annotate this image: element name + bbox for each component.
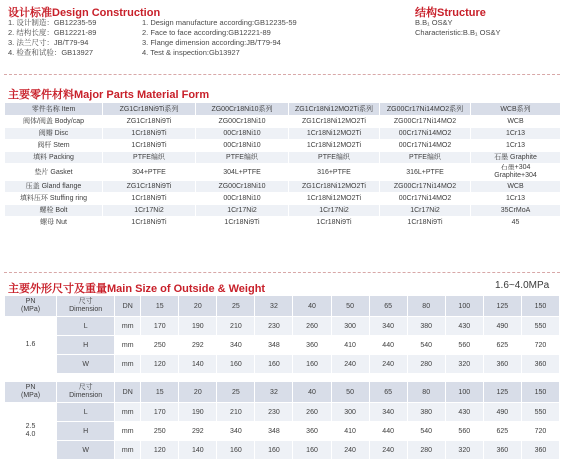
size-row [5,403,560,422]
pn-value: 2.5 4.0 [5,403,57,460]
size-value: 440 [369,422,407,441]
dn-value: 125 [483,382,521,403]
material-cell: 316L+PTFE [380,164,471,181]
pn-header: PN (MPa) [5,382,57,403]
design-standard-en [142,18,297,58]
unit-label: mm [115,317,141,336]
dn-value: 40 [293,296,331,317]
material-row [5,193,561,205]
materials-header-row [5,103,561,116]
material-item-cell: 阀杆 Stem [5,140,103,152]
material-cell: 45 [471,217,561,229]
material-cell: ZG1Cr18Ni12MO2Ti [289,116,380,128]
size-value: 540 [407,422,445,441]
size-value: 140 [179,441,217,460]
dimension-label: W [57,355,115,374]
dn-value: 100 [445,296,483,317]
dn-value: 100 [445,382,483,403]
size-header-row [5,296,560,317]
dn-value: 40 [293,382,331,403]
size-value: 360 [521,355,559,374]
size-value: 170 [141,317,179,336]
material-cell: WCB [471,181,561,193]
size-value: 540 [407,336,445,355]
unit-label: mm [115,355,141,374]
dimension-label: H [57,336,115,355]
material-cell: PTFE编织 [103,152,196,164]
material-cell: 1Cr18Ni9Ti [289,217,380,229]
design-standard-cn [8,18,96,58]
material-cell: 00Cr18Ni10 [196,128,289,140]
size-value: 560 [445,336,483,355]
material-cell: ZG00Cr17Ni14MO2 [380,116,471,128]
size-table-1 [4,295,560,374]
size-value: 360 [293,422,331,441]
material-cell: 1Cr18Ni9Ti [380,217,471,229]
en-line: 4. Test & inspection:Gb13927 [142,48,240,57]
size-value: 340 [369,403,407,422]
size-value: 120 [141,441,179,460]
en-line: 1. Design manufacture according:GB12235-59 [142,18,297,27]
size-value: 160 [255,441,293,460]
size-row [5,336,560,355]
size-value: 380 [407,403,445,422]
material-cell: ZG00Cr18Ni10 [196,181,289,193]
size-value: 210 [217,317,255,336]
header-cell: ZG00Cr18Ni10系列 [196,103,289,116]
material-cell: 316+PTFE [289,164,380,181]
dn-value: 80 [407,382,445,403]
size-value: 348 [255,422,293,441]
size-value: 260 [293,317,331,336]
material-cell: ZG00Cr18Ni10 [196,116,289,128]
material-cell: 1Cr17Ni2 [196,205,289,217]
size-row [5,355,560,374]
cn-line: 2. 结构长度：GB12221-89 [8,28,97,37]
material-cell: 1Cr13 [471,128,561,140]
size-value: 240 [369,441,407,460]
size-value: 340 [217,336,255,355]
header-cell: ZG00Cr17Ni14MO2系列 [380,103,471,116]
material-cell: 00Cr18Ni10 [196,193,289,205]
size-value: 625 [483,422,521,441]
size-value: 430 [445,317,483,336]
size-value: 210 [217,403,255,422]
size-value: 348 [255,336,293,355]
size-value: 160 [293,441,331,460]
material-cell: PTFE编织 [289,152,380,164]
material-item-cell: 阀瓣 Disc [5,128,103,140]
material-cell: ZG1Cr18Ni9Ti [103,116,196,128]
size-value: 140 [179,355,217,374]
material-row [5,181,561,193]
divider [4,74,560,75]
materials-table [4,102,561,229]
dn-header: DN [115,296,141,317]
structure-line: Characteristic:B.B₁ OS&Y [415,28,501,37]
size-value: 230 [255,403,293,422]
material-cell: 1Cr13 [471,140,561,152]
structure-title: 结构Structure [415,7,486,19]
size-value: 340 [217,422,255,441]
materials-title: 主要零件材料Major Parts Material Form [8,89,210,101]
material-row [5,152,561,164]
size-value: 340 [369,317,407,336]
size-header-row [5,382,560,403]
dimension-label: H [57,422,115,441]
material-cell: 304L+PTFE [196,164,289,181]
material-cell: 1Cr18Ni9Ti [103,217,196,229]
header-cell: ZG1Cr18Ni9Ti系列 [103,103,196,116]
size-value: 320 [445,355,483,374]
en-line: 3. Flange dimension according:JB/T79-94 [142,38,281,47]
size-row [5,441,560,460]
dn-value: 125 [483,296,521,317]
material-cell: 1Cr17Ni2 [380,205,471,217]
dn-value: 25 [217,382,255,403]
size-value: 250 [141,336,179,355]
material-row [5,128,561,140]
dimension-header: 尺寸 Dimension [57,382,115,403]
dn-value: 15 [141,296,179,317]
dn-value: 80 [407,296,445,317]
material-cell: PTFE编织 [196,152,289,164]
dn-value: 150 [521,296,559,317]
unit-label: mm [115,336,141,355]
header-cell: 零件名称 Item [5,103,103,116]
dn-header: DN [115,382,141,403]
unit-label: mm [115,441,141,460]
material-cell: 石墨+304 Graphite+304 [471,164,561,181]
material-cell: 00Cr17Ni14MO2 [380,193,471,205]
material-row [5,205,561,217]
divider [4,272,560,273]
size-value: 360 [483,355,521,374]
material-cell: 1Cr18Ni9Ti [103,140,196,152]
material-cell: 1Cr18Ni12MO2Ti [289,193,380,205]
material-row [5,116,561,128]
size-value: 720 [521,422,559,441]
size-value: 160 [217,441,255,460]
material-row [5,217,561,229]
dn-value: 50 [331,382,369,403]
material-cell: ZG1Cr18Ni12MO2Ti [289,181,380,193]
dn-value: 25 [217,296,255,317]
material-item-cell: 螺母 Nut [5,217,103,229]
size-row [5,317,560,336]
size-value: 292 [179,336,217,355]
material-cell: 35CrMoA [471,205,561,217]
structure-line: B.B₁ OS&Y [415,18,453,27]
material-cell: 1Cr18Ni12MO2Ti [289,140,380,152]
structure-lines [415,18,500,38]
size-value: 240 [331,355,369,374]
size-value: 360 [293,336,331,355]
size-value: 160 [217,355,255,374]
material-item-cell: 填料 Packing [5,152,103,164]
header-cell: ZG1Cr18Ni12MO2Ti系列 [289,103,380,116]
material-cell: WCB [471,116,561,128]
material-item-cell: 阀体/阀盖 Body/cap [5,116,103,128]
size-value: 280 [407,441,445,460]
size-value: 550 [521,403,559,422]
material-cell: 1Cr17Ni2 [289,205,380,217]
dn-value: 20 [179,296,217,317]
size-table-2 [4,381,560,460]
material-cell: 1Cr18Ni9Ti [103,128,196,140]
size-value: 360 [521,441,559,460]
size-value: 260 [293,403,331,422]
size-value: 240 [331,441,369,460]
material-cell: 1Cr18Ni12MO2Ti [289,128,380,140]
material-cell: 1Cr17Ni2 [103,205,196,217]
size-value: 190 [179,317,217,336]
size-value: 230 [255,317,293,336]
unit-label: mm [115,403,141,422]
dn-value: 150 [521,382,559,403]
size-value: 300 [331,403,369,422]
material-cell: 00Cr17Ni14MO2 [380,140,471,152]
size-value: 430 [445,403,483,422]
dn-value: 20 [179,382,217,403]
size-row [5,422,560,441]
design-standard-title: 设计标准Design Construction [8,7,161,19]
cn-line: 4. 检查和试验：GB13927 [8,48,94,57]
material-cell: 00Cr18Ni10 [196,140,289,152]
pn-header: PN (MPa) [5,296,57,317]
material-item-cell: 垫片 Gasket [5,164,103,181]
dimension-header: 尺寸 Dimension [57,296,115,317]
cn-line: 3. 法兰尺寸：JB/T79-94 [8,38,89,47]
material-item-cell: 填料压环 Stuffing ring [5,193,103,205]
size-value: 490 [483,403,521,422]
material-row [5,164,561,181]
dn-value: 32 [255,382,293,403]
size-value: 410 [331,336,369,355]
size-value: 720 [521,336,559,355]
size-value: 550 [521,317,559,336]
size-value: 280 [407,355,445,374]
size-value: 560 [445,422,483,441]
size-value: 160 [255,355,293,374]
pn-value: 1.6 [5,317,57,374]
size-value: 300 [331,317,369,336]
material-cell: 1Cr13 [471,193,561,205]
dn-value: 65 [369,296,407,317]
size-value: 490 [483,317,521,336]
dimension-label: L [57,317,115,336]
material-item-cell: 螺栓 Bolt [5,205,103,217]
material-item-cell: 压盖 Gland flange [5,181,103,193]
dn-value: 50 [331,296,369,317]
dimension-label: W [57,441,115,460]
size-value: 250 [141,422,179,441]
material-cell: 00Cr17Ni14MO2 [380,128,471,140]
material-cell: 石墨 Graphite [471,152,561,164]
material-cell: ZG1Cr18Ni9Ti [103,181,196,193]
size-value: 320 [445,441,483,460]
size-value: 160 [293,355,331,374]
material-cell: ZG00Cr17Ni14MO2 [380,181,471,193]
material-cell: PTFE编织 [380,152,471,164]
size-value: 380 [407,317,445,336]
size-value: 440 [369,336,407,355]
material-cell: 304+PTFE [103,164,196,181]
material-row [5,140,561,152]
size-value: 190 [179,403,217,422]
en-line: 2. Face to face according:GB12221-89 [142,28,271,37]
size-value: 170 [141,403,179,422]
unit-label: mm [115,422,141,441]
size-value: 410 [331,422,369,441]
header-cell: WCB系列 [471,103,561,116]
material-cell: 1Cr18Ni9Ti [103,193,196,205]
cn-line: 1. 设计制造：GB12235-59 [8,18,97,27]
dimension-label: L [57,403,115,422]
sizes-title: 主要外形尺寸及重量Main Size of Outside & Weight [8,283,266,295]
size-value: 120 [141,355,179,374]
dn-value: 65 [369,382,407,403]
size-value: 360 [483,441,521,460]
dn-value: 32 [255,296,293,317]
size-value: 240 [369,355,407,374]
size-value: 292 [179,422,217,441]
dn-value: 15 [141,382,179,403]
material-cell: 1Cr18Ni9Ti [196,217,289,229]
size-value: 625 [483,336,521,355]
pressure-range: 1.6~4.0MPa [495,280,550,291]
